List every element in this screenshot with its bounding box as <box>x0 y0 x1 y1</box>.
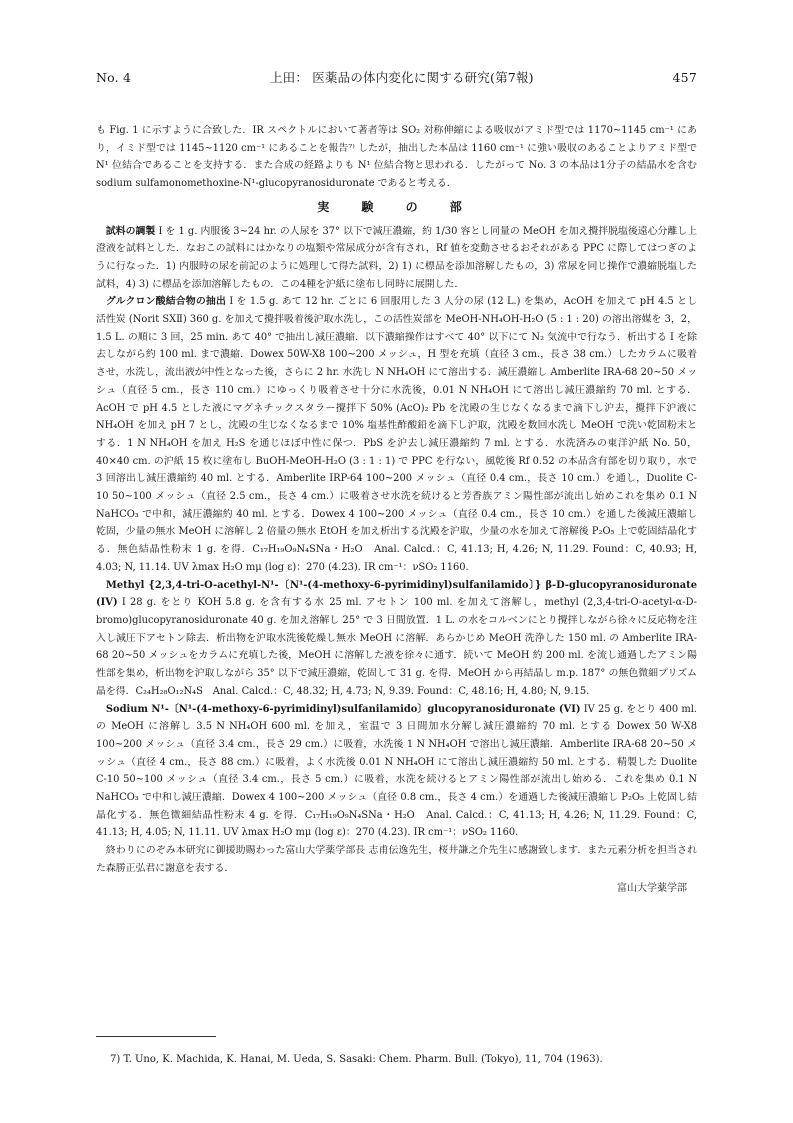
affiliation: 富山大学薬学部 <box>617 882 687 894</box>
sample-preparation-paragraph <box>96 223 697 294</box>
journal-issue: No. 4 <box>96 70 132 85</box>
intro-paragraph: も Fig. 1 に示すように合致した．IR スペクトルにおいて著者等は SO₂ 対称伸縮による吸収がアミド型では 1170∼1145 cm⁻¹ にあり，イミド型では 1145∼1120 cm⁻¹ にあることを報告⁷⁾ したが，抽出した本品は 1160 cm⁻¹ に強い吸収のあることよりアミド型で N¹ 位結合であることを支持する．また合成の経路よりも N¹ 位結合物と思われる．したがって No. 3 の本品は1分子の結晶水を含む sodium sulfamonomethoxine-N¹-glucopyranosiduronate であると考える． <box>96 125 697 190</box>
footnote-reference: 7) T. Uno, K. Machida, K. Hanai, M. Ueda, S. Sasaki: Chem. Pharm. Bull. (Tokyo), 11, 704 (1963). <box>110 1054 603 1065</box>
sample-preparation-text: I を 1 g. 内服後 3∼24 hr. の人尿を 37° 以下で減圧濃縮，約 1/30 容とし同量の MeOH を加え攪拌脱塩後遠心分離し上澄液を試料とした．なおこの試料にはかなりの塩類や常尿成分が含有され，Rf 値を変動させるおそれがある PPC に際してはつぎのように行なった．1) 内服時の尿を前記のように処理して得た試料，2) 1) に標品を添加溶解したもの，3) 常尿を同じ操作で濃縮脱塩した試料，4) 3) に標品を添加溶解したもの．この4種を沪紙に塗布し同時に展開した． <box>96 225 697 290</box>
compound-vi-paragraph <box>96 701 697 843</box>
section-title: 実 験 の 部 <box>317 199 476 214</box>
acknowledgement-paragraph: 終わりにのぞみ本研究に御援助賜わった富山大学薬学部長 志甫伝逸先生，桜井謙之介先生に感謝致します．また元素分析を担当された森勝正弘君に謝意を表する． <box>96 845 697 874</box>
compound-iv-paragraph <box>96 577 697 701</box>
glucuronide-extraction-heading: グルクロン酸結合物の抽出 <box>105 296 227 308</box>
page-number: 457 <box>672 70 697 85</box>
compound-vi-text: IV 25 g. をとり 400 ml. の MeOH に溶解し 3.5 N NH₄OH 600 ml. を加え，室温で 3 日間加水分解し減圧濃縮約 70 ml. とする Dowex 50 W-X8 100∼200 メッシュ（直径 3.4 cm.，長さ 29 cm.）に吸着，水洗後 1 N NH₄OH で溶出し減圧濃縮．Amberlite IRA-68 20∼50 メッシュ（直径 4 cm.，長さ 88 cm.）に吸着，よく水洗後 0.01 N NH₄OH にて溶出し減圧濃縮約 50 ml. とする．精製した Duolite C-10 50∼100 メッシュ（直径 3.4 cm.，長さ 5 cm.）に吸着，水洗を続けるとアミン陽性部が流出し始める．これを集め 0.1 N NaHCO₃ で中和し減圧濃縮．Dowex 4 100∼200 メッシュ（直径 0.8 cm.，長さ 4 cm.）を通過した後減圧濃縮し P₂O₅ 上乾固し結晶化する．無色微細結晶性粉末 4 g. を得．C₁₇H₁₉O₉N₄SNa・H₂O Anal. Calcd.：C, 41.13; H, 4.26; N, 11.29. Found：C, 41.13; H, 4.05; N, 11.11. UV λmax H₂O mμ (log ε)：270 (4.23). IR cm⁻¹：νSO₂ 1160. <box>96 703 698 839</box>
compound-vi-heading: Sodium N¹-〔N¹-(4-methoxy-6-pyrimidinyl)sulfanilamido〕glucopyranosiduronate (VI) <box>105 703 581 715</box>
glucuronide-extraction-paragraph <box>96 293 697 576</box>
sample-preparation-heading: 試料の調製 <box>105 225 156 237</box>
running-title: 上田： 医薬品の体内変化に関する研究(第7報) <box>269 70 534 85</box>
running-head <box>96 68 697 86</box>
compound-iv-heading: Methyl {2,3,4-tri-O-acethyl-N¹-〔N¹-(4-methoxy-6-pyrimidinyl)sulfanilamido〕} β-D-glucopyranosiduronate (IV) <box>96 579 697 609</box>
footnote-divider <box>96 1036 216 1037</box>
compound-iv-text: I 28 g. をとり KOH 5.8 g. を含有する水 25 ml. アセトン 100 ml. を加えて溶解し，methyl (2,3,4-tri-O-acetyl-α-D-bromo)glucopyranosiduronate 40 g. を加え溶解し 25° で 3 日間放置．1 L. の水をコルベンにとり攪拌しながら徐々に反応物を注入し減圧下アセトン除去．析出物を沪取水洗後乾燥し無水 MeOH に溶解．あらかじめ MeOH 洗浄した 150 ml. の Amberlite IRA-68 20∼50 メッシュをカラムに充填した後，MeOH に溶解した液を徐々に通す．続いて MeOH 約 200 ml. を流し通過したアミン陽性部を集め，析出物を沪取しながら 35° 以下で減圧濃縮，乾固して 31 g. を得．MeOH から再結晶し m.p. 187° の無色微細プリズム晶を得．C₂₄H₂₈O₁₂N₄S Anal. Calcd.：C, 48.32; H, 4.73; N, 9.39. Found：C, 48.16; H, 4.80; N, 9.15. <box>96 597 698 697</box>
glucuronide-extraction-text: I を 1.5 g. あて 12 hr. ごとに 6 回服用した 3 人分の尿 (12 L.) を集め，AcOH を加えて pH 4.5 とし活性炭 (Norit SXⅡ) 360 g. を加えて攪拌吸着後沪取水洗し，この活性炭部を MeOH-NH₄OH-H₂O (5 : 1 : 20) の溶出溶媒を 3，2，1.5 L. の順に 3 回，25 min. あて 40° で抽出し減圧濃縮．以下濃縮操作はすべて 40° 以下にて N₂ 気流中で行なう．析出する I を除去しながら約 100 ml. まで濃縮．Dowex 50W-X8 100∼200 メッシュ，H 型を充填（直径 3 cm.，長さ 38 cm.）したカラムに吸着させ，水洗し，流出液が中性となった後，さらに 2 hr. 水洗し N NH₄OH にて溶出する．減圧濃縮し Amberlite IRA-68 20∼50 メッシュ（直径 5 cm.，長さ 110 cm.）にゆっくり吸着させ十分に水洗後，0.01 N NH₄OH にて溶出し減圧濃縮約 70 ml. とする．AcOH で pH 4.5 とした液にマグネチックスタラー攪拌下 50% (AcO)₂ Pb を沈殿の生じなくなるまで滴下し沪去，攪拌下沪液に NH₄OH を加え pH 7 とし，沈殿の生じなくなるまで 10% 塩基性酢酸鉛を滴下し沪取，沈殿を数回水洗し MeOH で洗い乾固粉末とする．1 N NH₄OH を加え H₂S を通じほぼ中性に保つ．PbS を沪去し減圧濃縮約 7 ml. とする．水洗済みの東洋沪紙 No. 50，40×40 cm. の沪紙 15 枚に塗布し BuOH-MeOH-H₂O (3 : 1 : 1) で PPC を行ない，風乾後 Rf 0.52 の本品含有部を切り取り，水で 3 回溶出し減圧濃縮約 40 ml. とする．Amberlite IRP-64 100∼200 メッシュ（直径 0.4 cm.，長さ 10 cm.）を通し，Duolite C-10 50∼100 メッシュ（直径 2.5 cm.，長さ 4 cm.）に吸着させ水洗を続けると芳香族アミン陽性部が流出し始めこれを集め 0.1 N NaHCO₃ で中和，減圧濃縮約 40 ml. とする．Dowex 4 100∼200 メッシュ（直径 0.4 cm.，長さ 10 cm.）を通した後減圧濃縮し乾固，少量の無水 MeOH に溶解し 2 倍量の無水 EtOH を加え析出する沈殿を沪取，少量の水を加えて溶解後 P₂O₅ 上で乾固結晶化する．無色結晶性粉末 1 g. を得．C₁₇H₁₉O₉N₄SNa・H₂O Anal. Calcd.：C, 41.13; H, 4.26; N, 11.29. Found：C, 40.93; H, 4.03; N, 11.14. UV λmax H₂O mμ (log ε)：270 (4.23). IR cm⁻¹：νSO₂ 1160. <box>96 296 698 573</box>
article-body <box>96 122 697 897</box>
